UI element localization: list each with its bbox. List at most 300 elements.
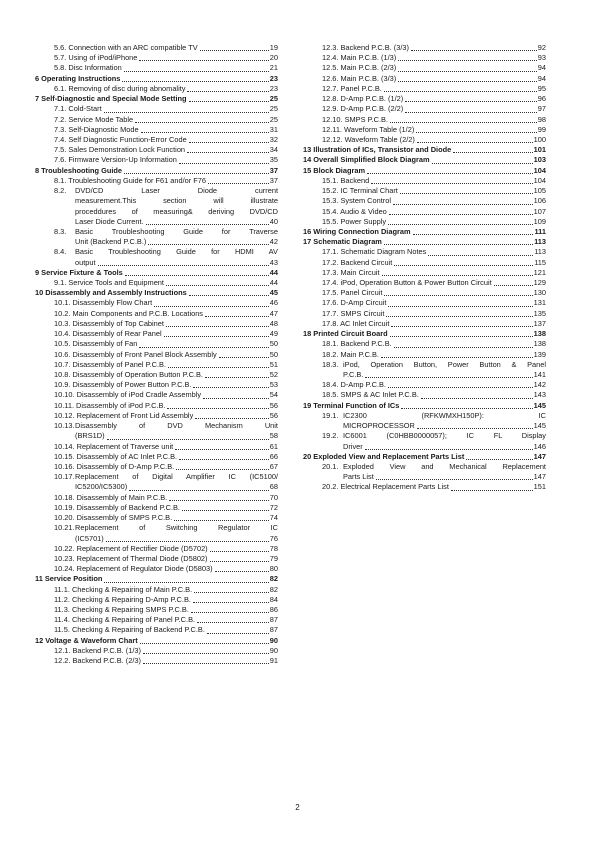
toc-entry[interactable] (303, 196, 546, 206)
toc-entry-last-line (75, 431, 278, 441)
toc-section[interactable] (303, 401, 546, 411)
toc-entry[interactable] (35, 339, 278, 349)
toc-entry-line: Replacement of Switching Regulator IC (75, 523, 278, 533)
toc-page-number: 145 (533, 400, 546, 410)
toc-section[interactable] (303, 155, 546, 165)
toc-entry[interactable] (35, 513, 278, 523)
toc-entry[interactable] (303, 217, 546, 227)
toc-section-title: 9 Service Fixture & Tools (35, 267, 123, 277)
toc-page-number: 78 (269, 543, 278, 553)
toc-entry[interactable] (35, 595, 278, 605)
toc-page-number: 20 (269, 53, 278, 63)
toc-section[interactable] (35, 288, 278, 298)
toc-entry[interactable] (35, 605, 278, 615)
toc-page-number: 51 (269, 359, 278, 369)
toc-entry[interactable] (303, 319, 546, 329)
toc-entry-line: Replacement of Digital Amplifier IC (IC5100/ (75, 472, 278, 482)
toc-entry-title: 7.3. Self-Diagnostic Mode (54, 124, 139, 134)
toc-entry-line: Disassembly of DVD Mechanism Unit (75, 421, 278, 431)
dot-leader (179, 163, 269, 164)
toc-entry[interactable] (303, 207, 546, 217)
toc-section-title: 11 Service Position (35, 574, 103, 584)
toc-page-number: 44 (269, 267, 278, 277)
toc-page-number: 113 (534, 247, 546, 257)
toc-page-number: 111 (534, 226, 546, 236)
toc-entry[interactable] (35, 145, 278, 155)
toc-page-number: 76 (269, 533, 278, 543)
dot-leader (388, 306, 532, 307)
toc-entry-number: 10.17. (54, 472, 75, 482)
dot-leader (197, 622, 269, 623)
toc-page-number: 87 (269, 625, 278, 635)
toc-page-number: 131 (533, 298, 546, 308)
toc-entry[interactable] (35, 401, 278, 411)
toc-page-number: 103 (533, 155, 546, 165)
toc-entry-title: 10.22. Replacement of Rectifier Diode (D5702) (54, 543, 208, 553)
dot-leader (384, 244, 533, 245)
toc-page-number: 47 (269, 308, 278, 318)
toc-entry[interactable] (35, 227, 278, 247)
dot-leader (194, 592, 269, 593)
toc-page-number: 121 (533, 267, 546, 277)
toc-entry[interactable] (35, 329, 278, 339)
toc-section[interactable] (303, 227, 546, 237)
toc-entry[interactable] (35, 472, 278, 492)
dot-leader (416, 132, 536, 133)
toc-entry-title: P.C.B. (343, 370, 364, 379)
toc-entry-title: 10.4. Disassembly of Rear Panel (54, 329, 162, 339)
toc-entry-title: 10.6. Disassembly of Front Panel Block Assembly (54, 349, 217, 359)
toc-section-title: 10 Disassembly and Assembly Instructions (35, 288, 187, 298)
toc-entry[interactable] (35, 84, 278, 94)
toc-page-number: 146 (533, 441, 546, 451)
toc-entry[interactable] (303, 84, 546, 94)
toc-entry-title: 20.2. Electrical Replacement Parts List (322, 482, 449, 492)
dot-leader (129, 490, 269, 491)
toc-entry[interactable] (35, 656, 278, 666)
toc-entry-title: 10.7. Disassembly of Panel P.C.B. (54, 359, 167, 369)
toc-entry[interactable] (303, 278, 546, 288)
toc-entry[interactable] (35, 63, 278, 73)
toc-entry-title: 5.8. Disc Information (54, 63, 122, 73)
toc-entry[interactable] (35, 309, 278, 319)
toc-page-number: 82 (269, 574, 278, 584)
toc-page-number: 67 (269, 461, 278, 471)
toc-entry[interactable] (303, 380, 546, 390)
toc-section-title: 17 Schematic Diagram (303, 237, 382, 247)
toc-entry-last-line (343, 421, 546, 431)
toc-entry-title: 8.1. Troubleshooting Guide for F61 and/or F76 (54, 175, 207, 185)
toc-entry[interactable] (303, 258, 546, 268)
toc-section[interactable] (35, 94, 278, 104)
dot-leader (428, 255, 533, 256)
toc-page-number: 72 (269, 502, 278, 512)
toc-entry-title: 10.1. Disassembly Flow Chart (54, 298, 153, 308)
toc-entry[interactable] (35, 298, 278, 308)
toc-page-number: 42 (269, 237, 278, 247)
toc-entry[interactable] (303, 360, 546, 380)
toc-entry[interactable] (35, 176, 278, 186)
toc-entry[interactable] (303, 104, 546, 114)
toc-entry[interactable] (35, 278, 278, 288)
toc-entry-number: 18.3. (322, 359, 339, 369)
toc-entry[interactable] (303, 288, 546, 298)
toc-section[interactable] (303, 329, 546, 339)
dot-leader (365, 449, 533, 450)
toc-page-number: 40 (269, 216, 278, 226)
dot-leader (164, 336, 269, 337)
toc-section[interactable] (303, 145, 546, 155)
toc-entry[interactable] (35, 135, 278, 145)
toc-entry[interactable] (303, 125, 546, 135)
toc-entry-title: 17.2. Backend Circuit (322, 257, 393, 267)
toc-page-number: 96 (537, 94, 546, 104)
toc-entry-title: 18.2. Main P.C.B. (322, 349, 379, 359)
toc-entry[interactable] (35, 125, 278, 135)
toc-entry-title: 12.1. Backend P.C.B. (1/3) (54, 645, 141, 655)
toc-entry[interactable] (35, 544, 278, 554)
toc-page-number: 25 (269, 94, 278, 104)
toc-entry-title: 5.7. Using of iPod/iPhone (54, 53, 138, 63)
toc-page-number: 95 (537, 83, 546, 93)
toc-entry[interactable] (35, 43, 278, 53)
toc-entry-title: 15.3. System Control (322, 196, 392, 206)
toc-section[interactable] (35, 574, 278, 584)
toc-page-number: 56 (269, 410, 278, 420)
toc-entry-title: 7.6. Firmware Version-Up Information (54, 155, 177, 165)
toc-entry[interactable] (35, 462, 278, 472)
toc-page-number: 99 (537, 124, 546, 134)
dot-leader (122, 81, 268, 82)
toc-page-number: 90 (269, 635, 278, 645)
dot-leader (189, 295, 269, 296)
toc-entry[interactable] (303, 390, 546, 400)
toc-entry[interactable] (303, 176, 546, 186)
toc-entry-line: Basic Troubleshooting Guide for Traverse (75, 226, 278, 236)
dot-leader (187, 91, 268, 92)
toc-entry-title: 10.3. Disassembly of Top Cabinet (54, 318, 164, 328)
toc-entry[interactable] (35, 503, 278, 513)
toc-page-number: 142 (533, 380, 546, 390)
toc-page-number: 84 (269, 594, 278, 604)
toc-section[interactable] (35, 268, 278, 278)
dot-leader (141, 132, 269, 133)
toc-section-title: 18 Printed Circuit Board (303, 329, 388, 339)
dot-leader (400, 193, 533, 194)
toc-entry-line: proceddures of measuring& deriving DVD/CD (75, 206, 278, 216)
toc-entry-title: 12.10. SMPS P.C.B. (322, 114, 389, 124)
dot-leader (390, 122, 537, 123)
toc-entry[interactable] (35, 380, 278, 390)
toc-page-number: 66 (269, 451, 278, 461)
toc-section-title: 14 Overall Simplified Block Diagram (303, 155, 430, 165)
dot-leader (193, 387, 268, 388)
toc-entry-title: 10.23. Replacement of Thermal Diode (D5802) (54, 553, 208, 563)
toc-section-title: 19 Terminal Function of ICs (303, 400, 400, 410)
toc-page-number: 90 (269, 645, 278, 655)
toc-entry[interactable] (35, 370, 278, 380)
toc-entry[interactable] (35, 646, 278, 656)
toc-entry-title: 12.2. Backend P.C.B. (2/3) (54, 656, 141, 666)
dot-leader (205, 316, 269, 317)
toc-section[interactable] (303, 452, 546, 462)
dot-leader (207, 633, 269, 634)
toc-entry-title: 18.4. D-Amp P.C.B. (322, 380, 386, 390)
toc-entry-title: 7.1. Cold-Start (54, 104, 102, 114)
dot-leader (381, 357, 533, 358)
toc-page-number: 56 (269, 400, 278, 410)
toc-entry-title: 5.6. Connection with an ARC compatible TV (54, 43, 198, 52)
toc-entry[interactable] (35, 390, 278, 400)
toc-entry-title: 11.1. Checking & Repairing of Main P.C.B. (54, 584, 193, 594)
toc-entry-title: Driver (343, 441, 363, 451)
dot-leader (203, 398, 269, 399)
toc-entry-body (343, 431, 546, 451)
toc-entry[interactable] (35, 523, 278, 543)
toc-page-number: 37 (269, 165, 278, 175)
toc-entry[interactable] (35, 421, 278, 441)
toc-page-number: 100 (533, 134, 546, 144)
dot-leader (453, 152, 532, 153)
toc-section[interactable] (35, 636, 278, 646)
toc-page-number: 35 (269, 155, 278, 165)
toc-page-number: 92 (537, 43, 546, 52)
dot-leader (394, 265, 533, 266)
toc-entry-number: 10.21. (54, 523, 75, 533)
toc-left-column (35, 43, 278, 666)
toc-entry-title: 15.2. IC Terminal Chart (322, 186, 398, 196)
toc-page-number: 147 (533, 472, 546, 482)
toc-entry[interactable] (303, 53, 546, 63)
toc-entry[interactable] (303, 115, 546, 125)
dot-leader (388, 387, 533, 388)
toc-entry-title: 18.5. SMPS & AC Inlet P.C.B. (322, 390, 419, 400)
dot-leader (143, 653, 269, 654)
toc-entry[interactable] (35, 554, 278, 564)
toc-entry-title: 10.24. Replacement of Regulator Diode (D5803) (54, 564, 213, 574)
toc-section[interactable] (35, 74, 278, 84)
toc-entry-title: 15.4. Audio & Video (322, 206, 387, 216)
toc-page-number: 115 (534, 257, 546, 267)
toc-entry[interactable] (35, 585, 278, 595)
toc-entry[interactable] (35, 247, 278, 267)
toc-entry[interactable] (303, 186, 546, 196)
toc-page-number: 139 (533, 349, 546, 359)
toc-entry-last-line (75, 258, 278, 268)
dot-leader (398, 71, 537, 72)
dot-leader (189, 142, 269, 143)
toc-section[interactable] (35, 166, 278, 176)
toc-entry-number: 19.1. (322, 410, 339, 420)
toc-page-number: 113 (534, 237, 546, 247)
toc-entry-last-line (75, 534, 278, 544)
toc-entry-last-line (343, 370, 546, 380)
dot-leader (365, 377, 532, 378)
toc-entry[interactable] (35, 115, 278, 125)
dot-leader (135, 122, 269, 123)
toc-entry[interactable] (303, 94, 546, 104)
dot-leader (398, 81, 537, 82)
toc-entry-number: 20.1. (322, 461, 339, 471)
toc-section[interactable] (303, 237, 546, 247)
toc-entry-line: measurement.This section will illustrate (75, 196, 278, 206)
toc-entry[interactable] (303, 350, 546, 360)
toc-entry-last-line (343, 442, 546, 452)
toc-entry[interactable] (35, 442, 278, 452)
dot-leader (193, 602, 269, 603)
toc-entry-title: 12.8. D-Amp P.C.B. (1/2) (322, 94, 404, 104)
toc-entry-title: 10.20. Disassembly of SMPS P.C.B. (54, 513, 173, 523)
toc-entry-title: 12.9. D-Amp P.C.B. (2/2) (322, 104, 404, 114)
dot-leader (411, 50, 537, 51)
toc-entry[interactable] (35, 625, 278, 635)
toc-entry-title: 11.2. Checking & Repairing D-Amp P.C.B. (54, 594, 191, 604)
toc-entry[interactable] (303, 43, 546, 53)
toc-entry[interactable] (35, 155, 278, 165)
dot-leader (210, 551, 269, 552)
dot-leader (104, 582, 268, 583)
toc-page-number: 52 (269, 370, 278, 379)
dot-leader (384, 91, 537, 92)
toc-page-number: 130 (533, 288, 546, 298)
dot-leader (208, 183, 269, 184)
toc-entry[interactable] (303, 135, 546, 145)
toc-entry-number: 19.2. (322, 431, 339, 441)
toc-entry-line: DVD/CD Laser Diode current (75, 186, 278, 196)
dot-leader (393, 204, 533, 205)
toc-page-number: 50 (269, 339, 278, 349)
dot-leader (168, 367, 269, 368)
toc-entry-title: 17.7. SMPS Circuit (322, 308, 385, 318)
toc-page-number: 23 (269, 73, 278, 83)
toc-section-title: 16 Wiring Connection Diagram (303, 226, 411, 236)
toc-entry[interactable] (303, 431, 546, 451)
toc-entry-title: 11.4. Checking & Repairing of Panel P.C.B. (54, 615, 196, 625)
toc-entry-line: IC6001 (C0HBB0000057); IC FL Display (343, 431, 546, 441)
toc-entry[interactable] (303, 339, 546, 349)
toc-section[interactable] (303, 166, 546, 176)
toc-entry[interactable] (303, 74, 546, 84)
toc-entry-title: MICROPROCESSOR (343, 421, 415, 431)
dot-leader (187, 152, 269, 153)
toc-right-column (303, 43, 546, 493)
toc-entry-title: 6.1. Removing of disc during abnomality (54, 83, 186, 93)
toc-entry[interactable] (303, 462, 546, 482)
toc-page-number: 68 (269, 482, 278, 492)
dot-leader (382, 275, 533, 276)
toc-entry-body (343, 411, 546, 431)
toc-entry[interactable] (35, 53, 278, 63)
toc-entry-title: 10.10. Disassembly of iPod Cradle Assembly (54, 390, 202, 400)
toc-entry[interactable] (35, 452, 278, 462)
toc-page-number: 141 (533, 370, 546, 379)
toc-section-title: 12 Voltage & Waveform Chart (35, 635, 138, 645)
toc-entry-title: IC5200/IC5300) (75, 482, 128, 492)
dot-leader (417, 428, 533, 429)
toc-entry-title: 10.2. Main Components and P.C.B. Locations (54, 308, 203, 318)
toc-page-number: 79 (269, 553, 278, 563)
toc-entry-title: Laser Diode Current. (75, 216, 144, 226)
dot-leader (174, 520, 269, 521)
dot-leader (146, 224, 269, 225)
toc-entry[interactable] (35, 564, 278, 574)
toc-page-number: 25 (269, 114, 278, 124)
toc-entry[interactable] (35, 350, 278, 360)
toc-entry[interactable] (35, 104, 278, 114)
toc-entry[interactable] (303, 309, 546, 319)
page-number: 2 (295, 803, 300, 812)
dot-leader (386, 316, 532, 317)
toc-page-number: 70 (269, 492, 278, 502)
toc-page-number: 61 (269, 441, 278, 451)
toc-section-title: 8 Troubleshooting Guide (35, 165, 123, 175)
dot-leader (371, 183, 532, 184)
toc-entry-title: 10.8. Disassembly of Operation Button P.C.B. (54, 370, 203, 379)
toc-page-number: 107 (533, 206, 546, 216)
toc-entry[interactable] (35, 411, 278, 421)
dot-leader (210, 561, 269, 562)
toc-entry-title: (BRS1D) (75, 431, 105, 441)
toc-entry-title: 12.3. Backend P.C.B. (3/3) (322, 43, 409, 52)
toc-entry-last-line (75, 237, 278, 247)
toc-entry-body (343, 462, 546, 482)
toc-entry[interactable] (303, 63, 546, 73)
dot-leader (124, 71, 269, 72)
toc-section-title: 6 Operating Instructions (35, 73, 121, 83)
toc-entry-title: Parts List (343, 472, 374, 482)
toc-page-number: 109 (533, 216, 546, 226)
toc-entry[interactable] (303, 298, 546, 308)
toc-entry-title: 12.12. Waveform Table (2/2) (322, 134, 415, 144)
toc-page-number: 138 (533, 329, 546, 339)
toc-page-number: 104 (533, 165, 546, 175)
toc-entry[interactable] (35, 186, 278, 227)
toc-entry-title: 12.7. Panel P.C.B. (322, 83, 382, 93)
toc-page-number: 91 (269, 656, 278, 666)
toc-entry[interactable] (303, 247, 546, 257)
toc-page-number: 80 (269, 564, 278, 574)
dot-leader (175, 449, 269, 450)
toc-entry[interactable] (303, 482, 546, 492)
toc-entry-title: 10.5. Disassembly of Fan (54, 339, 138, 349)
toc-entry-title: 17.3. Main Circuit (322, 267, 380, 277)
dot-leader (215, 571, 269, 572)
toc-entry-title: 11.3. Checking & Repairing SMPS P.C.B. (54, 605, 189, 615)
toc-page-number: 54 (269, 390, 278, 400)
toc-page-number: 44 (269, 278, 278, 288)
dot-leader (384, 295, 532, 296)
toc-entry-line: IC2300 (RFKWMXH150P): IC (343, 410, 546, 420)
dot-leader (494, 285, 533, 286)
toc-entry-body (75, 523, 278, 543)
toc-entry[interactable] (35, 615, 278, 625)
toc-entry-title: 10.19. Disassembly of Backend P.C.B. (54, 502, 180, 512)
toc-page-number: 101 (533, 145, 546, 155)
toc-page-number: 19 (269, 43, 278, 52)
toc-entry[interactable] (303, 411, 546, 431)
toc-entry[interactable] (35, 319, 278, 329)
toc-entry[interactable] (35, 360, 278, 370)
toc-entry-title: 18.1. Backend P.C.B. (322, 339, 392, 349)
toc-page-number: 49 (269, 329, 278, 339)
toc-entry[interactable] (35, 493, 278, 503)
toc-page-number: 23 (269, 83, 278, 93)
dot-leader (367, 173, 533, 174)
toc-entry-title: 11.5. Checking & Repairing of Backend P.C.B. (54, 625, 205, 635)
toc-page-number: 137 (533, 318, 546, 328)
toc-entry[interactable] (303, 268, 546, 278)
toc-entry-line: Basic Troubleshooting Guide for HDMI AV (75, 247, 278, 257)
